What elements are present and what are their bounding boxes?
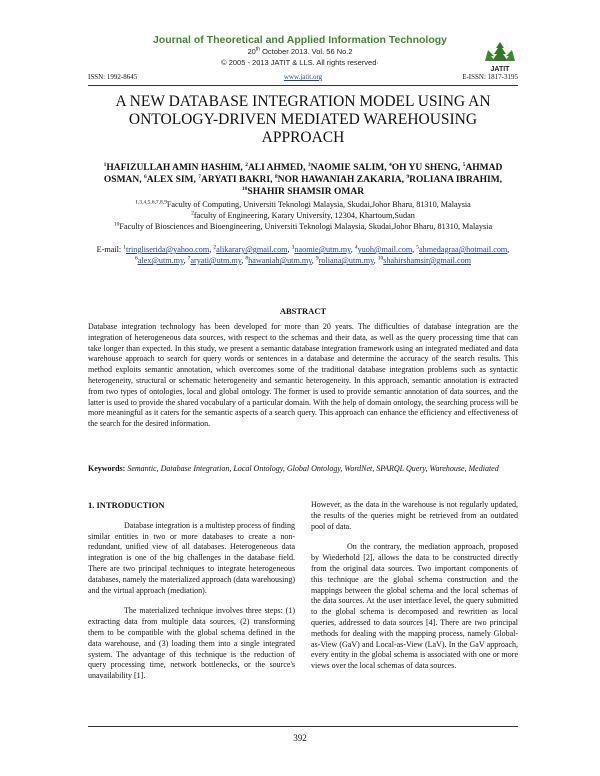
logo-text: JATIT: [490, 66, 510, 73]
header-divider: [88, 85, 518, 86]
author-sup: 1: [103, 161, 107, 168]
issue-day: 20: [247, 47, 256, 56]
author-sup: 9: [406, 173, 410, 180]
email-sup: 5: [416, 244, 420, 251]
journal-title: Journal of Theoretical and Applied Information Technology: [152, 34, 447, 46]
author: OH YU SHENG,: [391, 163, 463, 173]
email-sup: 8: [245, 255, 249, 262]
author-sup: 4: [389, 161, 392, 168]
author-list: [88, 162, 518, 198]
page-number: 392: [293, 733, 307, 743]
issue-info: October 2013. Vol. 56 No.2: [262, 47, 353, 56]
keywords: [88, 464, 518, 475]
paper-title: [88, 93, 518, 147]
email-link[interactable]: tringliserida@yahoo.com: [126, 245, 210, 254]
affiliation-2: [88, 210, 518, 221]
left-column: [88, 500, 295, 692]
email-link[interactable]: aryati@utm.my: [190, 256, 242, 265]
issue-line: [100, 47, 500, 56]
author: ALEX SIM,: [146, 175, 199, 185]
author: NOR HAWANIAH ZAKARIA,: [277, 175, 407, 185]
author-sup: 8: [274, 173, 278, 180]
email-link[interactable]: alex@utm.my: [137, 256, 184, 265]
title-line-1: A NEW DATABASE INTEGRATION MODEL USING AN: [115, 93, 491, 110]
affiliation-sup: 1,3,4,5,6,7,8,9: [135, 199, 167, 206]
email-sup: 6: [134, 255, 138, 262]
author: ALI AHMED,: [247, 163, 308, 173]
email-link[interactable]: roliana@utm.my: [318, 256, 374, 265]
footer-divider: [88, 726, 518, 727]
affiliation-sup: 2: [191, 210, 194, 217]
paragraph: Database integration is a multistep process of finding similar entities in two or more databases to create a non-redundant, unified view of all databases. Heterogeneous data integration is one of the big challenges in the database field. There are two principal techniques to integrate heterogeneous databases, namely the materialized approach (data warehousing) and the virtual approach (mediation).: [88, 520, 295, 595]
affiliation-text: Faculty of Biosciences and Bioengineering, Universiti Teknologi Malaysia, Skudai,Johor Bharu, 81310, Malaysia: [119, 222, 493, 231]
email-link[interactable]: alikarary@gmail.com: [216, 245, 288, 254]
abstract-body: Database integration technology has been developed for more than 20 years. The difficulties of database integration are the integration of heterogeneous data sources, with respect to the schemas and their data, as well as the query processing time that can take longer than expected. In this study, we present a semantic database integration framework using an integrated mediated and data warehouse approach to search for query words or sentences in a database and determine the accuracy of the search results. This method exploits semantic annotation, which overcomes some of the traditional database integration problems such as syntactic heterogeneity, structural or schematic heterogeneity and semantic heterogeneity. In this approach, semantic annotation is extracted from two types of ontologies, local and global ontology. The former is used to provide semantic annotation of data sources, and the latter is used to provide the shared vocabulary of a particular domain. With the help of domain ontology, the searching process will be more meaningful as it caters for the semantic aspects of a search query. This approach can enhance the efficiency and effectiveness of the search for the desired information.: [88, 322, 518, 429]
author: ROLIANA IBRAHIM,: [409, 175, 503, 185]
email-sup: 4: [354, 244, 358, 251]
email-list: E-mail: $^1$tringliserida@yahoo.com, $^2$alikarary@gmail.com, $^3$naomie@utm.my, $^4$yuoh@mail.com, $^5$ahmedagraa@hotmail.com, $^6$alex@utm.my, $^7$aryati@utm.my, $^8$hawaniah@utm.my, $^9$roliana@utm.my, $^{10}$shahirshamsir@gmail.com: [96, 244, 510, 265]
paragraph: However, as the data in the warehouse is not regularly updated, the results of the queries might be retrieved from an outdated pool of data.: [311, 500, 518, 531]
keywords-label: Keywords:: [88, 464, 126, 473]
website-link[interactable]: www.jatit.org: [283, 73, 323, 81]
title-line-2: ONTOLOGY-DRIVEN MEDIATED WAREHOUSING: [128, 111, 478, 128]
affiliation-text: faculty of Engineering, Karary University, 12304, Khartoum,Sudan: [193, 211, 415, 220]
affiliations: [88, 199, 518, 232]
issue-day-suffix: th: [255, 46, 260, 53]
email-sup: 3: [291, 244, 295, 251]
email-link[interactable]: hawaniah@utm.my: [248, 256, 312, 265]
email-link[interactable]: shahirshamsir@gmail.com: [383, 256, 472, 265]
author: AHMAD OSMAN,: [103, 163, 503, 185]
email-sup: 10: [377, 255, 384, 262]
email-sup: 1: [123, 244, 126, 251]
email-link[interactable]: naomie@utm.my: [294, 245, 351, 254]
title-line-3: APPROACH: [261, 129, 345, 146]
email-sup: 7: [187, 255, 191, 262]
right-column: [311, 500, 518, 682]
issn-row: [88, 73, 518, 85]
email-label: E-mail:: [96, 245, 124, 254]
author-sup: 10: [241, 185, 248, 192]
email-sup: 2: [213, 244, 217, 251]
issn-electronic: E-ISSN: 1817-3195: [462, 73, 518, 81]
author: NAOMIE SALIM,: [310, 163, 389, 173]
abstract-heading: ABSTRACT: [279, 306, 327, 316]
author-sup: 2: [245, 161, 248, 168]
author-sup: 5: [462, 161, 466, 168]
copyright-line: © 2005 - 2013 JATIT & LLS. All rights reserved·: [221, 58, 379, 67]
affiliation-text: Faculty of Computing, Universiti Teknologi Malaysia, Skudai,Johor Bharu, 81310, Malaysia: [166, 200, 471, 209]
jatit-logo-icon: [482, 40, 518, 74]
affiliation-sup: 10: [113, 221, 120, 228]
affiliation-1: [88, 199, 518, 210]
paragraph: The materialized technique involves three steps: (1) extracting data from multiple data sources, (2) transforming them to be compatible with the global schema defined in the data warehouse, and (3) loading them into a single integrated system. The advantage of this technique is the reduction of query processing time, network bottlenecks, or the source's unavailability [1].: [88, 606, 295, 681]
author: ARYATI BAKRI,: [201, 175, 275, 185]
email-link[interactable]: ahmedagraa@hotmail.com: [419, 245, 508, 254]
issn-print: ISSN: 1992-8645: [88, 73, 138, 81]
keywords-text: Semantic, Database Integration, Local Ontology, Global Ontology, WordNet, SPARQL Query, Warehouse, Mediated: [127, 464, 499, 473]
section-heading: 1. INTRODUCTION: [88, 500, 165, 510]
email-link[interactable]: yuoh@mail.com: [357, 245, 413, 254]
email-sup: 9: [315, 255, 319, 262]
paragraph: On the contrary, the mediation approach, proposed by Wiederhold [2], allows the data to be constructed directly from the original data sources. Two important components of this technique are the global schema construction and the mappings between the global schema and the local schemas of the data sources. At the user interface level, the query submitted to the global schema is decomposed and rewritten as local queries, addressed to data sources [4]. There are two principal methods for dealing with the mapping process, namely Global-as-View (GaV) and Local-as-View (LaV). In the GaV approach, every entity in the global schema is associated with one or more views over the local schemas of data sources.: [311, 542, 518, 671]
author: SHAHIR SHAMSIR OMAR: [247, 187, 365, 197]
affiliation-3: [88, 221, 518, 232]
author: HAFIZULLAH AMIN HASHIM,: [106, 163, 246, 173]
author-sup: 6: [144, 173, 147, 180]
author-sup: 3: [307, 161, 311, 168]
author-sup: 7: [198, 173, 202, 180]
